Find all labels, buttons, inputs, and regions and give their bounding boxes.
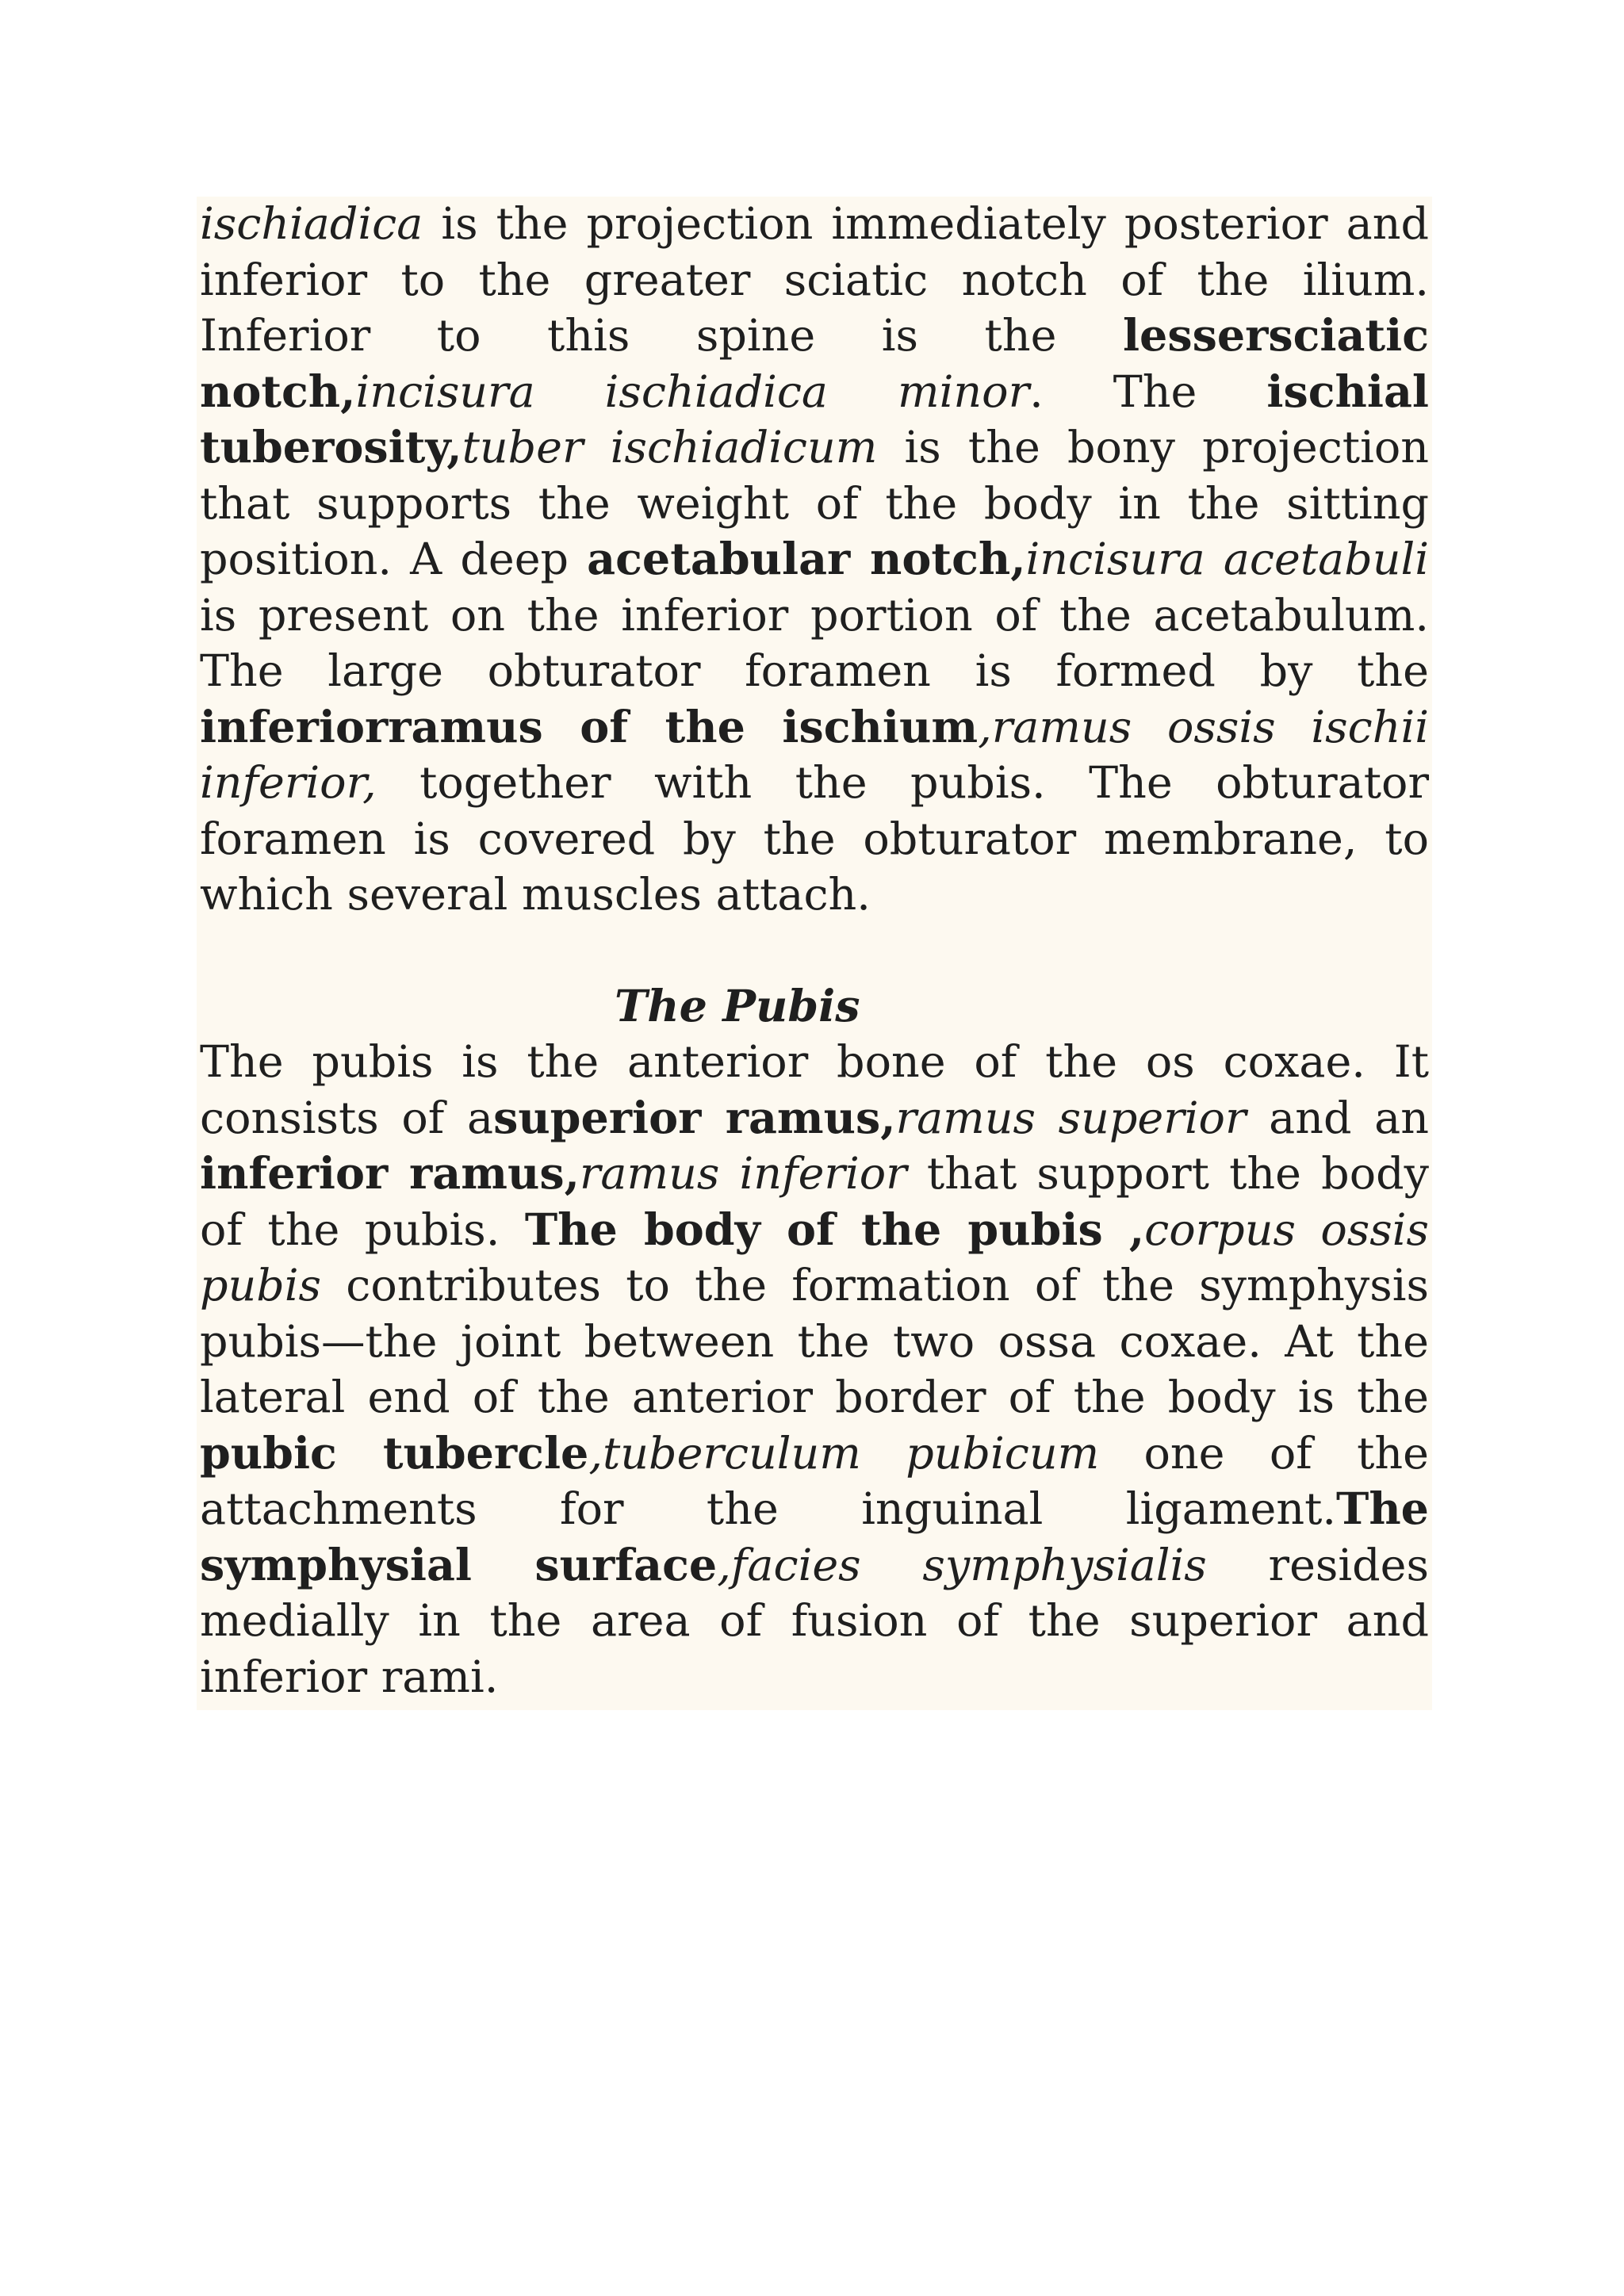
text-run: contributes to the formation of the symphysis pubis—the joint between the two ossa coxae. At the lateral end of the anterior border of the body is the	[200, 1260, 1429, 1423]
bold-term: acetabular notch,	[587, 534, 1026, 585]
text-run: The pubis is the anterior bone of the os coxae. It consists of a	[200, 1036, 1429, 1144]
latin-term: incisura ischiadica minor	[355, 365, 1030, 418]
latin-term: tuber ischiadicum	[462, 422, 878, 473]
bold-term: lessersciatic notch,	[200, 310, 1429, 418]
text-run: one of the attachments for the inguinal ligament.	[200, 1427, 1429, 1535]
text-run: that support the body of the pubis.	[200, 1148, 1429, 1256]
latin-term: ,tuberculum pubicum	[588, 1427, 1100, 1479]
paragraph-pubis	[200, 1035, 1429, 1705]
bold-term: inferior ramus,	[200, 1148, 580, 1200]
latin-term: ramus superior	[895, 1092, 1247, 1144]
latin-term: corpus ossis pubis	[200, 1203, 1429, 1311]
latin-term: ,facies symphysialis	[717, 1539, 1207, 1591]
bold-term: The symphysial surface	[200, 1483, 1429, 1591]
text-block	[197, 197, 1432, 1710]
latin-term: incisura acetabuli	[1025, 534, 1430, 585]
latin-term: ,ramus ossis ischii inferior,	[200, 701, 1429, 809]
bold-term: inferiorramus of the ischium	[200, 701, 979, 753]
text-run: is present on the inferior portion of the acetabulum. The large obturator foramen is formed by the	[200, 589, 1429, 697]
bold-term: pubic tubercle	[200, 1427, 589, 1479]
text-run: is the projection immediately posterior and inferior to the greater sciatic notch of the ilium. Inferior to this spine is the	[200, 198, 1429, 362]
paragraph-gap	[200, 924, 1429, 979]
text-run: resides medially in the area of fusion of the superior and inferior rami.	[200, 1539, 1430, 1703]
text-run: is the bony projection that supports the weight of the body in the sitting position. A deep	[200, 422, 1429, 585]
text-run: together with the pubis. The obturator foramen is covered by the obturator membrane, to which several muscles attach.	[200, 757, 1429, 920]
bold-term: superior ramus,	[493, 1092, 896, 1144]
text-run: . The	[1029, 365, 1267, 418]
text-run: and an	[1246, 1092, 1429, 1144]
section-heading: The Pubis	[615, 980, 860, 1032]
bold-term: ischial tuberosity,	[200, 365, 1429, 473]
latin-term: ramus inferior	[579, 1148, 907, 1200]
bold-term: The body of the pubis ,	[524, 1203, 1145, 1256]
latin-term: ischiadica	[200, 198, 423, 250]
paragraph-ischium	[200, 197, 1429, 924]
